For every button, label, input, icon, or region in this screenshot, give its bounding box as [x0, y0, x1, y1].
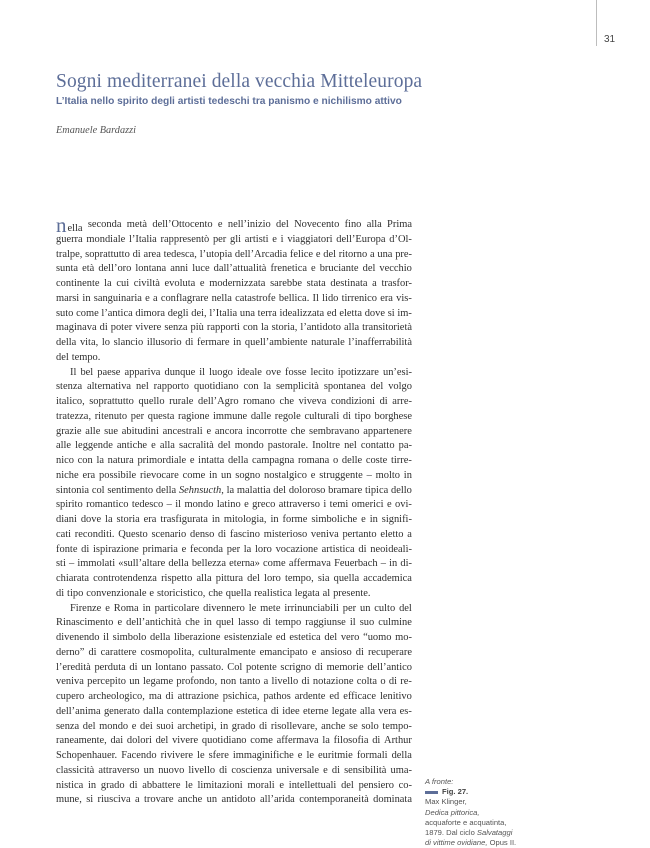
- body-line: cati reconditi. Questo scenario denso di fascino misterioso veniva pertanto eletto a: [56, 528, 412, 540]
- body-line: veniva percepito un legame profondo, non tanto a livello di notazione colta o di re-: [56, 676, 412, 688]
- body-line: italico, soprattutto quello rurale dell’Agro romano che viveva condizioni di arre-: [56, 396, 412, 407]
- body-line: del tempo.: [56, 351, 101, 363]
- caption-technique: acquaforte e acquatinta,: [425, 817, 507, 827]
- body-line: Schopenhauer. Facendo rivivere le sfere immaginifiche e le euritmie formali della: [56, 750, 412, 761]
- body-line: cupero archeologico, ma di attrazione psichica, pathos ardente ed efficace lenitivo: [56, 691, 412, 702]
- caption-artist: Max Klinger,: [425, 797, 467, 807]
- figure-marker: [425, 791, 438, 794]
- body-line: grazie alle sue abitudini ancestrali e ancora incorrotte che sembravano appartenere: [56, 425, 412, 437]
- caption-work-title: Dedica pittorica,: [425, 807, 480, 817]
- body-line: stenza alternativa nel rapporto quotidiano con la semplicità spontanea del volgo: [56, 381, 412, 393]
- body-line: diani dove la storia era trasfigurata in mitologia, in forme simboliche e in signifi-: [56, 514, 412, 525]
- body-line: marsi in sanguinaria e a conflagrare nella catastrofe bellica. Il lido tirrenico era vis-: [56, 292, 412, 304]
- body-line: suto come l’antica dimora degli dei, l’Italia una terra idealizzata ed eletta dove si im-: [56, 307, 412, 319]
- body-line: raneamente, dai dolori del vivere quotidiano come affermava la filosofia di Arthur: [56, 735, 412, 747]
- body-line: l’eredità perduta di un lontano passato. Col potente scrigno di memorie dell’antico: [56, 661, 412, 673]
- body-line: nistica in grado di abbattere le limitazioni morali e intellettuali del pensiero co-: [56, 779, 412, 791]
- body-line: tralpe, soprattutto di area tedesca, l’utopia dell’Arcadia felice e del ritorno a una pre-: [56, 248, 412, 260]
- body-line: niche era possibile rievocare come in un sogno nostalgico e struggente – molto in: [56, 469, 412, 481]
- body-line: nella seconda metà dell’Ottocento e nell’inizio del Novecento fino alla Prima: [56, 213, 412, 237]
- body-line: tratezza, ritenuto per questa ragione immune dalle regole culturali di tipo borghese: [56, 410, 412, 422]
- article-title: Sogni mediterranei della vecchia Mitteleuropa: [56, 71, 423, 92]
- body-line: classicità attraverso un nuovo livello di coscienza universale e di sensibilità uma-: [56, 764, 412, 776]
- body-line: sunta età dell’oro lontana anni luce dall’attualità frenetica e bruciante del vecchio: [56, 263, 412, 275]
- body-line: nico con la natura primordiale e intatta della campagna romana o delle coste tirre-: [56, 455, 412, 466]
- page-number: 31: [604, 34, 616, 45]
- body-line: Rinascimento e dell’antichità che in quel lasso di tempo raggiunse il suo culmine: [56, 617, 412, 629]
- caption-cycle-opus: di vittime ovidiane, Opus II.: [425, 838, 517, 848]
- body-line: continente la cui civiltà evoluta e modernizzata sarebbe stata destinata a trasfor-: [56, 278, 412, 289]
- body-line: della vita, lo slancio illusorio di fermare in quell’ambiente naturale l’inafferrabilità: [56, 337, 412, 348]
- body-line: fonte di ispirazione primaria e feconda per la loro vocazione artistica di neoidealì-: [56, 543, 412, 555]
- article-subtitle: L’Italia nello spirito degli artisti tedeschi tra panismo e nichilismo attivo: [56, 96, 402, 107]
- caption-figure-line: [425, 787, 535, 797]
- body-line: mune, si riusciva a trovare anche un antidoto all’arida contemporaneità dominata: [56, 794, 412, 806]
- margin-rule: [596, 0, 597, 46]
- body-line: divenendo il simbolo della liberazione esistenziale ed estetica del vero “uomo mo-: [56, 632, 412, 643]
- body-line: derno” di carattere cosmopolita, culturalmente emancipato e ansioso di recuperare: [56, 646, 412, 658]
- body-line: spirito romantico tedesco – il mondo latino e greco attraverso i temi omerici e ovi-: [56, 499, 412, 511]
- body-text: [56, 213, 412, 808]
- body-line: di tipo convenzionale e storicistico, che quella realistica legata al presente.: [56, 587, 371, 599]
- caption-year-cycle: 1879. Dal ciclo Salvataggi: [425, 828, 513, 838]
- caption-figure-number: Fig. 27.: [442, 787, 469, 797]
- body-line: maginava di poter vivere senza più rapporti con la storia, l’antidoto alla transitorietà: [56, 322, 412, 334]
- body-line: Firenze e Roma in particolare divennero le mete irrinunciabili per un culto del: [70, 602, 412, 614]
- body-line: senza del mondo e dei suoi archetipi, in grado di risollevare, anche se solo tempo-: [56, 720, 412, 732]
- figure-caption: [425, 777, 535, 848]
- caption-intro: A fronte:: [425, 777, 454, 786]
- body-line: chiarata controtendenza rispetto alla pittura del loro tempo, sia quella accademica: [56, 573, 412, 584]
- body-line: Il bel paese appariva dunque il luogo ideale ove fosse lecito ipotizzare un’esi-: [70, 366, 412, 378]
- body-line: guerra mondiale l’Italia rappresentò per gli artisti e i viaggiatori dell’Europa d’Ol-: [56, 233, 412, 245]
- drop-cap: n: [56, 213, 67, 237]
- body-line: alle leggende antiche e alla sacralità del mondo pastorale. Inoltre nel contatto pa-: [56, 440, 412, 452]
- author-name: Emanuele Bardazzi: [56, 125, 136, 136]
- body-line: sti – immolati «sull’altare della bellezza eterna» come affermava Feuerbach – in di-: [56, 558, 412, 570]
- body-line: dell’anima generato dalla contemplazione estetica di idee eterne legate alla vera es-: [56, 705, 412, 717]
- body-line: sintonia col sentimento della Sehnsucth, la malattia del doloroso bramare tipica dello: [56, 484, 412, 496]
